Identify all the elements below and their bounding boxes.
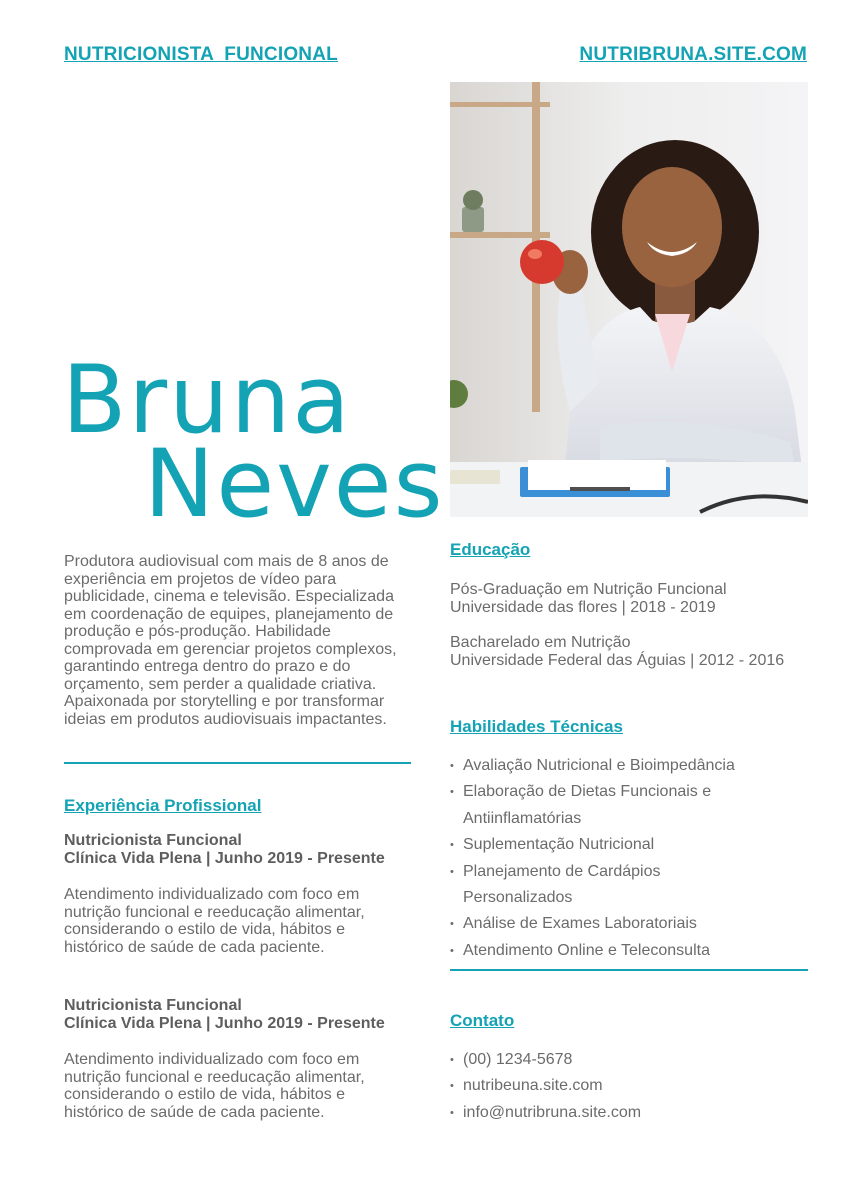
contact-email[interactable]: • info@nutribruna.site.com bbox=[450, 1100, 790, 1126]
experience-role: Nutricionista Funcional bbox=[64, 997, 242, 1014]
experience-item bbox=[64, 832, 409, 956]
experience-description: Atendimento individualizado com foco em nutrição funcional e reeducação alimentar, considerando o estilo de vida, hábitos e histórico de saúde de cada paciente. bbox=[64, 886, 365, 956]
skill-item: • Avaliação Nutricional e Bioimpedância bbox=[450, 753, 750, 779]
skill-item: • Atendimento Online e Teleconsulta bbox=[450, 938, 750, 964]
education-item bbox=[450, 581, 810, 616]
experience-role: Nutricionista Funcional bbox=[64, 832, 242, 849]
experience-description: Atendimento individualizado com foco em nutrição funcional e reeducação alimentar, considerando o estilo de vida, hábitos e histórico de saúde de cada paciente. bbox=[64, 1051, 365, 1121]
contact-website[interactable]: • nutribeuna.site.com bbox=[450, 1073, 790, 1099]
education-school: Universidade Federal das Águias | 2012 - 2016 bbox=[450, 651, 785, 669]
contact-phone: • (00) 1234-5678 bbox=[450, 1047, 790, 1073]
skills-list bbox=[450, 753, 750, 964]
skills-title: Habilidades Técnicas bbox=[450, 717, 623, 736]
skill-item: • Elaboração de Dietas Funcionais e Antiinflamatórias bbox=[450, 779, 750, 832]
contact-title: Contato bbox=[450, 1011, 515, 1030]
first-name: Bruna bbox=[62, 346, 352, 455]
profile-photo bbox=[450, 82, 808, 517]
left-divider bbox=[64, 762, 411, 764]
website-link[interactable]: NUTRIBRUNA.SITE.COM bbox=[579, 44, 807, 65]
education-degree: Bacharelado em Nutrição bbox=[450, 634, 631, 651]
role-title: NUTRICIONISTA FUNCIONAL bbox=[64, 44, 338, 65]
skill-item: • Análise de Exames Laboratoriais bbox=[450, 911, 750, 937]
skill-item: • Suplementação Nutricional bbox=[450, 832, 750, 858]
contact-list bbox=[450, 1047, 790, 1126]
education-degree: Pós-Graduação em Nutrição Funcional bbox=[450, 581, 727, 598]
skill-item: • Planejamento de Cardápios Personalizados bbox=[450, 859, 750, 912]
education-item bbox=[450, 634, 810, 669]
education-school: Universidade das flores | 2018 - 2019 bbox=[450, 598, 716, 616]
summary-text: Produtora audiovisual com mais de 8 anos de experiência em projetos de vídeo para publicidade, cinema e televisão. Especializada em coordenação de equipes, planejamento de produção e pós-produção. Habilidade comprovada em gerenciar projetos complexos, garantindo entrega dentro do prazo e do orçamento, sem perder a qualidade criativa. Apaixonada por storytelling e por transformar ideias em produtos audiovisuais impactantes. bbox=[64, 553, 397, 728]
experience-place: Clínica Vida Plena | Junho 2019 - Presente bbox=[64, 850, 385, 867]
experience-place: Clínica Vida Plena | Junho 2019 - Presente bbox=[64, 1015, 385, 1032]
experience-title: Experiência Profissional bbox=[64, 796, 262, 815]
last-name: Neves bbox=[144, 430, 445, 539]
experience-item bbox=[64, 997, 409, 1121]
education-title: Educação bbox=[450, 540, 531, 559]
right-divider bbox=[450, 969, 808, 971]
